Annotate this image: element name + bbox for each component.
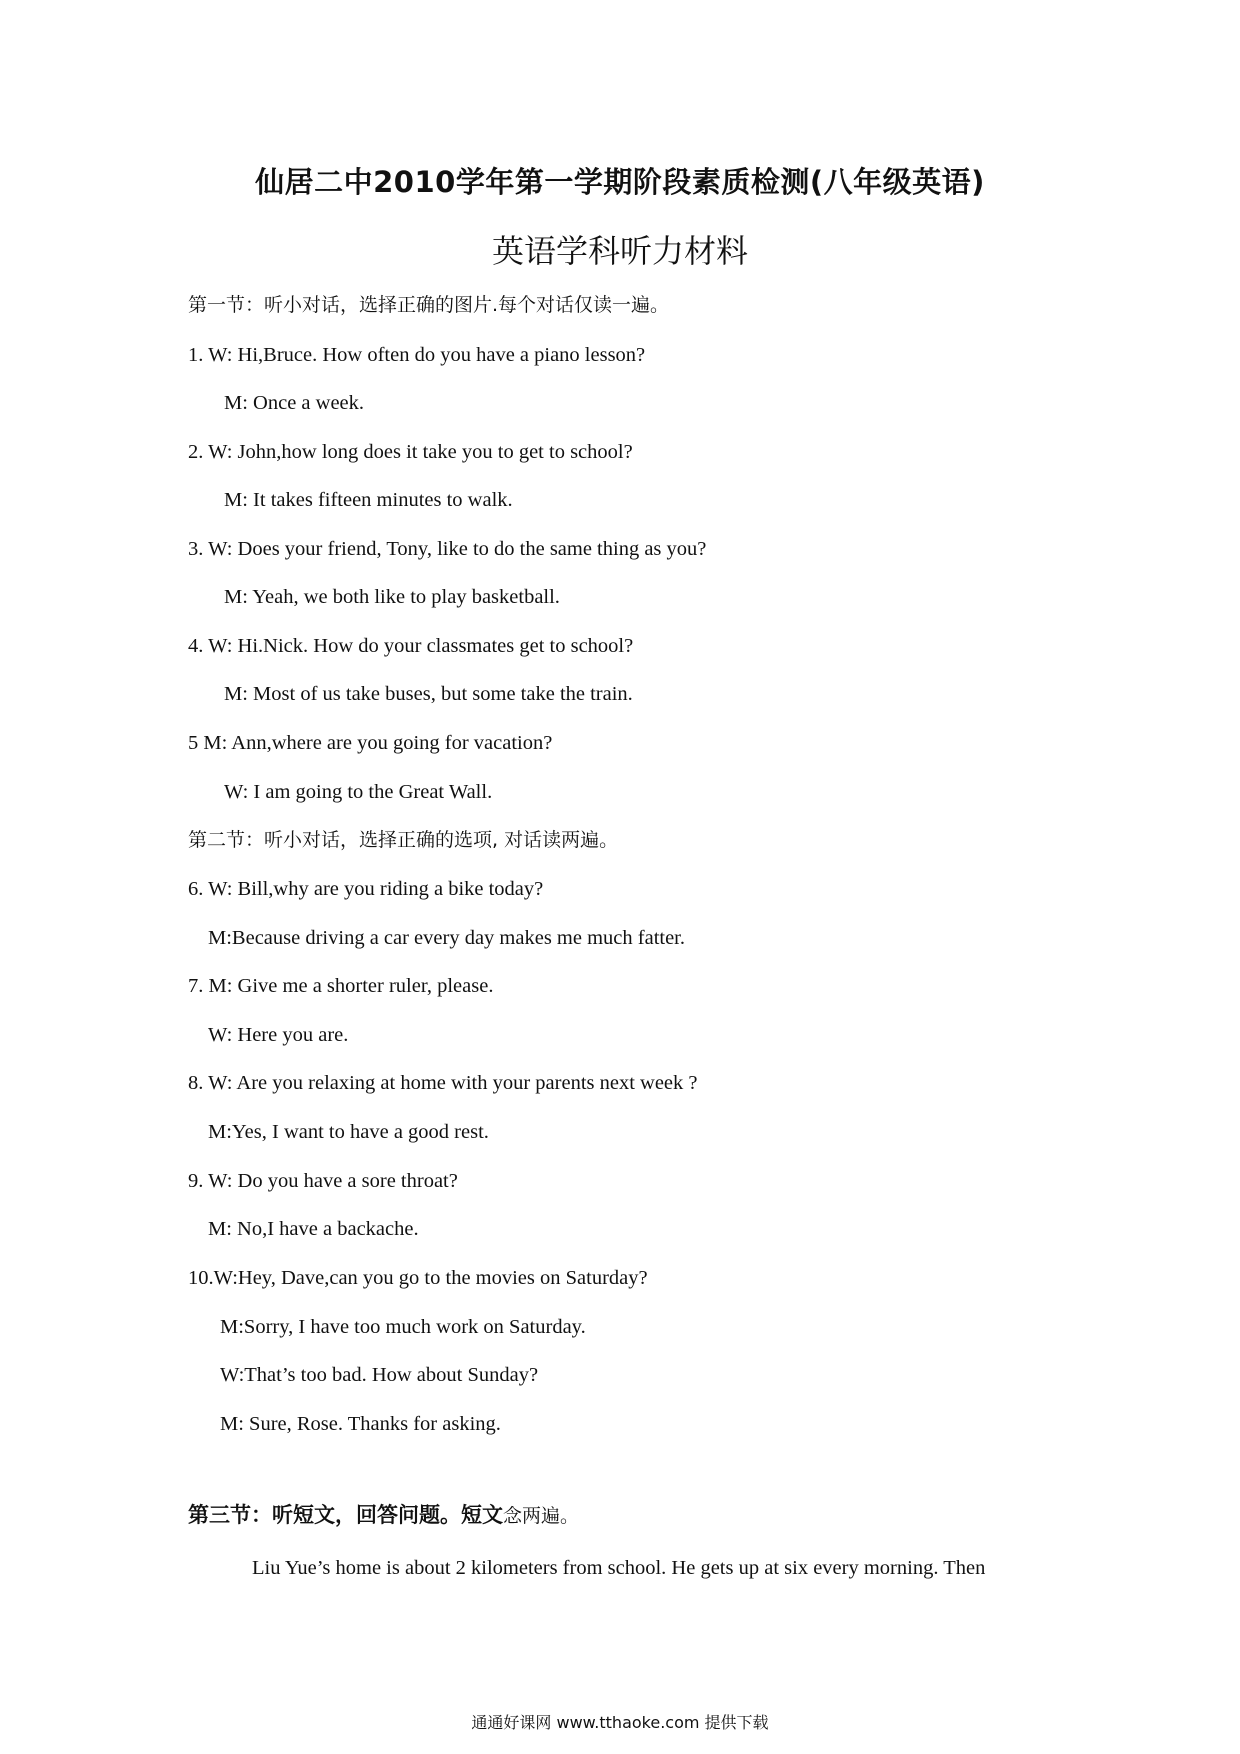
dialogue-line: 2. W: John,how long does it take you to get to school? <box>188 441 633 463</box>
section3-heading <box>188 1502 579 1529</box>
dialogue-line: 5 M: Ann,where are you going for vacation? <box>188 732 553 754</box>
section3-heading-rest: 念两遍。 <box>503 1505 580 1527</box>
dialogue-line: 6. W: Bill,why are you riding a bike today? <box>188 878 544 900</box>
dialogue-line: M: No,I have a backache. <box>208 1218 419 1240</box>
dialogue-line: M: Sure, Rose. Thanks for asking. <box>220 1413 501 1435</box>
dialogue-line: 9. W: Do you have a sore throat? <box>188 1170 458 1192</box>
dialogue-line: 8. W: Are you relaxing at home with your parents next week ? <box>188 1072 698 1094</box>
dialogue-line: M:Yes, I want to have a good rest. <box>208 1121 489 1143</box>
footer: 通通好课网 www.tthaoke.com 提供下载 <box>471 1713 769 1732</box>
dialogue-line: M: Once a week. <box>224 392 365 414</box>
dialogue-line: 7. M: Give me a shorter ruler, please. <box>188 975 494 997</box>
section3-heading-bold: 第三节：听短文，回答问题。短文 <box>188 1503 503 1527</box>
dialogue-line: W: I am going to the Great Wall. <box>224 781 493 803</box>
dialogue-line: M:Because driving a car every day makes me much fatter. <box>208 927 686 949</box>
dialogue-line: M: It takes fifteen minutes to walk. <box>224 489 513 511</box>
dialogue-line: M: Yeah, we both like to play basketball. <box>224 586 560 608</box>
dialogue-line: M: Most of us take buses, but some take the train. <box>224 683 633 705</box>
passage-line: Liu Yue’s home is about 2 kilometers from school. He gets up at six every morning. Then <box>252 1557 986 1579</box>
dialogue-line: 10.W:Hey, Dave,can you go to the movies on Saturday? <box>188 1267 648 1289</box>
dialogue-line: W:That’s too bad. How about Sunday? <box>220 1364 539 1386</box>
dialogue-line: 3. W: Does your friend, Tony, like to do the same thing as you? <box>188 538 707 560</box>
section1-heading: 第一节：听小对话，选择正确的图片.每个对话仅读一遍。 <box>188 294 670 316</box>
dialogue-line: 1. W: Hi,Bruce. How often do you have a piano lesson? <box>188 344 646 366</box>
dialogue-line: W: Here you are. <box>208 1024 349 1046</box>
section2-heading: 第二节：听小对话，选择正确的选项, 对话读两遍。 <box>188 829 619 851</box>
dialogue-line: 4. W: Hi.Nick. How do your classmates get to school? <box>188 635 634 657</box>
page-title: 仙居二中2010学年第一学期阶段素质检测(八年级英语) <box>255 165 985 199</box>
page-subtitle: 英语学科听力材料 <box>491 232 748 270</box>
dialogue-line: M:Sorry, I have too much work on Saturday. <box>220 1316 586 1338</box>
